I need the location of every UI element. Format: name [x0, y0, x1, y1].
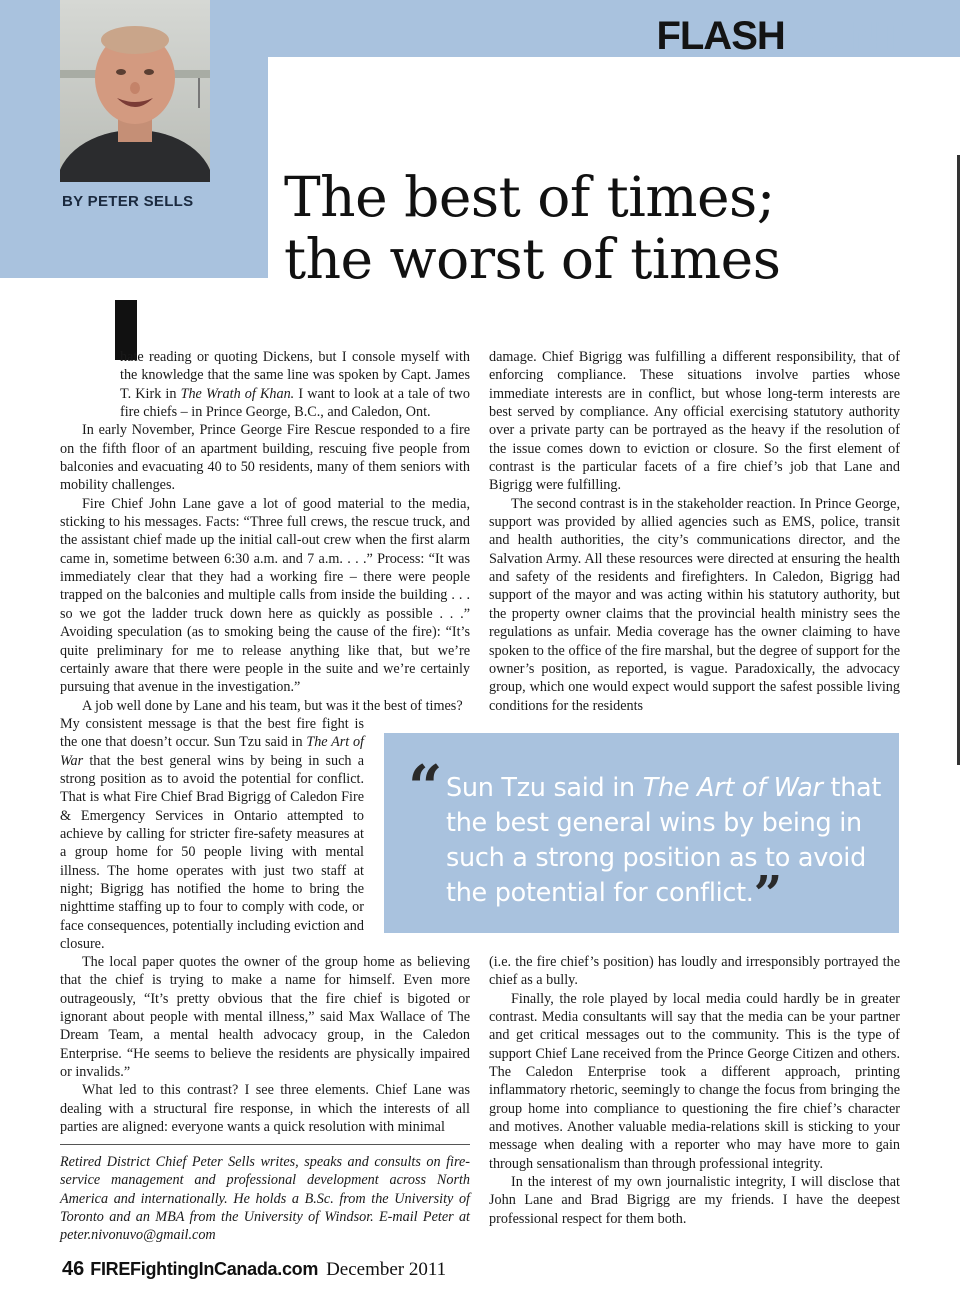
paragraph: In the interest of my own journalistic integrity, I will disclose that John Lane and Brad Bigrigg are my friends. I have the deepest professional respect for them both. — [489, 1174, 900, 1227]
headline — [284, 166, 924, 290]
paragraph: Finally, the role played by local media could hardly be in greater contrast. Media consultants will say that the media can be your partner and get critical messages out to the community. This is the type of support Chief Lane received from the Prince George Citizen and others. The Caledon Enterprise took a different approach, printing inflammatory rhetoric, seemingly to change the focus from bringing the group home into compliance to questioning the fire chief’s character and motives. Another valuable media-relations skill is sticking to your message when dealing with a reporter who may have more to gain through sensationalism than through professional integrity. — [489, 990, 900, 1172]
paragraph: The second contrast is in the stakeholder reaction. In Prince George, support was provided by allied agencies such as EMS, police, transit and health authorities, the city’s communications director, and the Salvation Army. All these resources were directed at ensuring the health and safety of the residents and firefighters. In Caledon, Bigrigg had support of the mayor and was acting within his statutory authority, but the property owner claims that the provincial health ministry sees the regulations as unfair. Media coverage has the owner claiming to have spoken to the office of the fire marshal, but the degree of support for the owner’s position, as reported, is vague. Paradoxically, the advocacy group, which one would expect would support the safest possible living conditions for the residents — [489, 495, 900, 714]
paragraph: (i.e. the fire chief’s position) has loudly and irresponsibly portrayed the chief as a bully. — [489, 954, 900, 989]
book-title: The Art of War — [60, 734, 365, 769]
issue-date: December 2011 — [326, 1259, 447, 1280]
close-quote-mark: ” — [753, 864, 783, 923]
pull-quote-text: that the best general wins by being in such a strong position as to avoid the potential for conflict. — [446, 773, 882, 908]
author-bio: Retired District Chief Peter Sells writes, speaks and consults on fire-service management and professional development across North America and internationally. He holds a B.Sc. from the University of Toronto and an MBA from the University of Windsor. E-mail Peter at peter.nivonuvo@gmail.com — [60, 1154, 470, 1244]
paragraph — [60, 715, 364, 953]
paragraph-text: I want to look at a tale of two fire chiefs – in Prince George, B.C., and Caledon, Ont. — [120, 385, 471, 421]
pull-quote-text: Sun Tzu said in — [446, 773, 635, 803]
paragraph: damage. Chief Bigrigg was fulfilling a different responsibility, that of enforcing compliance. These situations involve parties whose immediate interests are in conflict, but whose long-term interests are best served by compliance. Any official exercising statutory authority over a private party can be portrayed as the heavy if the resolution of the issue comes down to eviction or closure. So the first element of contrast is the particular facets of a fire chief’s job that Lane and Bigrigg were fulfilling. — [489, 349, 900, 494]
paragraph-text: hate reading or quoting Dickens, but I console myself with the knowledge that the same line was spoken by Capt. James T. Kirk in — [120, 349, 470, 402]
page-footer — [62, 1258, 446, 1281]
article-column-1-lower — [60, 953, 470, 1136]
paragraph: In early November, Prince George Fire Rescue responded to a fire on the fifth floor of an apartment building, rescuing five people from balconies and evacuating 40 to 50 residents, many of them seniors with mobility challenges. — [60, 422, 470, 494]
article-column-1 — [60, 348, 470, 715]
pull-quote-title: The Art of War — [642, 773, 823, 803]
paragraph: Fire Chief John Lane gave a lot of good material to the media, sticking to his messages. Facts: “Three full crews, the rescue truck, and the assistant chief made up the initial call-out crew when the first alarm came in, sometime between 6:30 a.m. and 7 a.m. . . .” Process: “It was immediately clear that they had a working fire – there were people trapped on the balconies and multiple calls from inside the building . . . so we got the ladder truck down here as quickly as possible . . .” Avoiding speculation (as to smoking being the cause of the fire): “It’s quite preliminary for me to release anything like that, but we’re certainly aware that there were people in the suite and we’re certainly pursuing that avenue in the investigation.” — [60, 495, 470, 696]
pull-quote — [446, 771, 886, 923]
open-quote-mark: “ — [408, 753, 443, 823]
section-title — [656, 16, 902, 56]
paragraph: The local paper quotes the owner of the group home as believing that the chief is trying to make a name for himself. Even more outrageously, “It’s pretty obvious that the fire chief is bigoted or ignorant about people with mental illness,” said Max Wallace of The Dream Team, a mental health advocacy group, in the Caledon Enterprise. “He seems to believe the residents are physically impaired or invalids.” — [60, 954, 470, 1081]
article-column-2-lower — [489, 953, 900, 1228]
film-title: The Wrath of Khan. — [180, 385, 295, 402]
paragraph-text: My consistent message is that the best fire fight is the one that doesn’t occur. Sun Tzu said in — [60, 716, 364, 751]
bio-divider — [60, 1144, 470, 1145]
paragraph: What led to this contrast? I see three elements. Chief Lane was dealing with a structural fire response, in which the interests of all parties are aligned: everyone wants a quick resolution with minimal — [60, 1082, 470, 1136]
paragraph — [60, 348, 470, 421]
magazine-site: FIREFightingInCanada.com — [90, 1259, 319, 1279]
paragraph: A job well done by Lane and his team, but was it the best of times? — [82, 697, 463, 714]
author-photo — [60, 0, 210, 182]
page-number: 46 — [62, 1258, 85, 1280]
section-title-light: POINT — [784, 14, 902, 58]
headline-line-2: the worst of times — [284, 227, 781, 291]
byline: BY PETER SELLS — [62, 193, 194, 210]
section-title-dark: FLASH — [656, 14, 785, 58]
headline-line-1: The best of times; — [284, 165, 775, 229]
article-column-narrow — [60, 715, 364, 953]
paragraph-text: that the best general wins by being in such a strong position as to avoid the potential for conflict. That is what Fire Chief Brad Bigrigg of Caledon Fire & Emergency Services in Ontario attempted to achieve by calling for stricter fire-safety measures at a group home for 50 people living with mental illness. The home operates with just two staff at night; Bigrigg has notified the home to bring the nighttime staffing up to four to comply with code, or face consequences, potentially including eviction and closure. — [60, 752, 364, 953]
article-column-2 — [489, 348, 900, 715]
